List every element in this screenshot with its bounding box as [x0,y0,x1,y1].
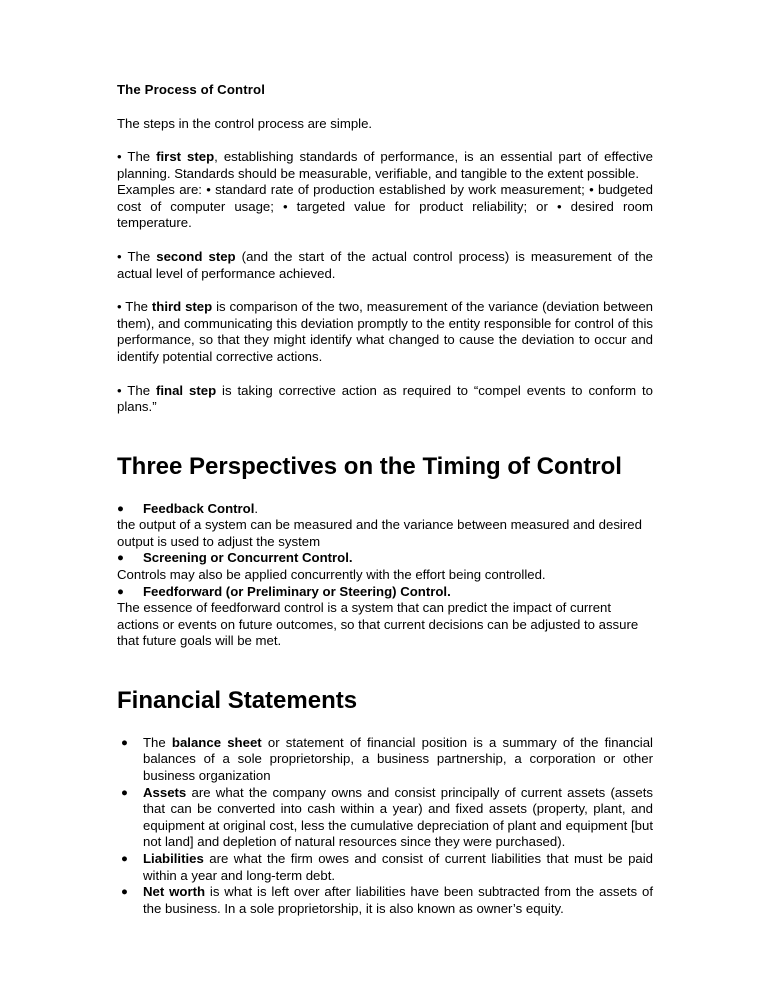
bullet-icon [121,884,128,901]
spacer [117,132,653,149]
bullet-icon [121,785,128,802]
step-rest: is taking corrective action as required to “compel events to conform to plans.” [117,382,654,415]
list-item-description: Controls may also be applied concurrently with the effort being controlled. [117,567,546,582]
list-item-rest: is what is left over after liabilities have been subtracted from the assets of the business. In a sole proprietorship, it is also known as owner’s equity. [143,884,653,916]
spacer [117,650,653,667]
list-item [117,884,653,917]
step-emphasis: third step [151,299,213,315]
bullet-icon [117,550,143,567]
examples-paragraph: Examples are: • standard rate of production established by work measurement; • budgeted cost of computer usage; • targeted value for product reliability; or • desired room temperature. [117,182,653,231]
list-item [117,584,653,601]
bullet-icon [117,501,143,518]
step-rest: (and the start of the actual control process) is measurement of the actual level of performance achieved. [117,249,653,281]
list-item-label: Feedforward (or Preliminary or Steering) Control. [143,583,451,599]
list-item [117,501,653,518]
list-item-rest: are what the firm owes and consist of current liabilities that must be paid within a year and long-term debt. [143,850,653,883]
step-paragraph-final [117,383,653,416]
spacer [117,99,653,116]
list-item-description: the output of a system can be measured and the variance between measured and desired output is used to adjust the system [117,517,642,549]
section-heading-timing: Three Perspectives on the Timing of Control [117,452,622,480]
list-item-rest: are what the company owns and consist principally of current assets (assets that can be converted into cash within a year) and fixed assets (property, plant, and equipment at original cost, less the cumulative depreciation of plant and equipment [but not land] and depletion of natural resources since they were purchased). [143,784,653,850]
list-item-lead: The [143,734,172,750]
step-emphasis: second step [156,249,236,265]
list-item [117,851,653,884]
step-lead: • The [117,249,157,265]
step-lead: • The [117,149,157,165]
list-item-text [143,735,653,785]
bullet-icon [117,584,143,601]
list-item-text [143,785,653,851]
document-body [117,82,653,917]
list-item-text [143,884,653,917]
step-emphasis: final step [155,382,217,398]
step-paragraph-third [117,299,653,365]
list-item [117,550,653,567]
section-heading-financial: Financial Statements [117,686,358,714]
list-item-emphasis: balance sheet [171,734,262,750]
page-title: The Process of Control [117,82,265,97]
list-item-emphasis: Assets [143,784,187,800]
spacer [117,366,653,383]
spacer [117,232,653,249]
financial-statements-list [117,735,653,918]
list-item-text [143,851,653,884]
step-rest: , establishing standards of performance, is an essential part of effective planning. Standards should be measurable, verifiable, and tangible to the extent possible. [117,149,653,181]
list-item [117,785,653,851]
list-item-rest: or statement of financial position is a summary of the financial balances of a sole proprietorship, a business partnership, a corporation or other business organization [143,734,653,783]
step-lead: • The [117,382,156,398]
spacer [117,282,653,299]
intro-paragraph: The steps in the control process are simple. [117,115,373,131]
step-lead: • The [117,299,152,315]
timing-perspectives-list [117,501,653,650]
list-item [117,735,653,785]
spacer [117,416,653,433]
step-emphasis: first step [156,149,215,165]
step-rest: is comparison of the two, measurement of the variance (deviation between them), and communicating this deviation promptly to the entity responsible for control of this performance, so that they might identify what changed to cause the deviation to occur and identify potential corrective actions. [117,299,654,365]
list-item-label: Screening or Concurrent Control. [143,550,353,566]
list-item-emphasis: Liabilities [143,850,204,866]
list-item-label: Feedback Control [143,500,255,516]
bullet-icon [121,851,128,868]
list-item-label-suffix: . [254,500,259,516]
list-item-emphasis: Net worth [143,884,206,900]
bullet-icon [121,735,128,752]
step-paragraph-first [117,149,653,182]
list-item-description: The essence of feedforward control is a system that can predict the impact of current actions or events on future outcomes, so that current decisions can be adjusted to assure that future goals will be met. [117,600,639,649]
step-paragraph-second [117,249,653,282]
